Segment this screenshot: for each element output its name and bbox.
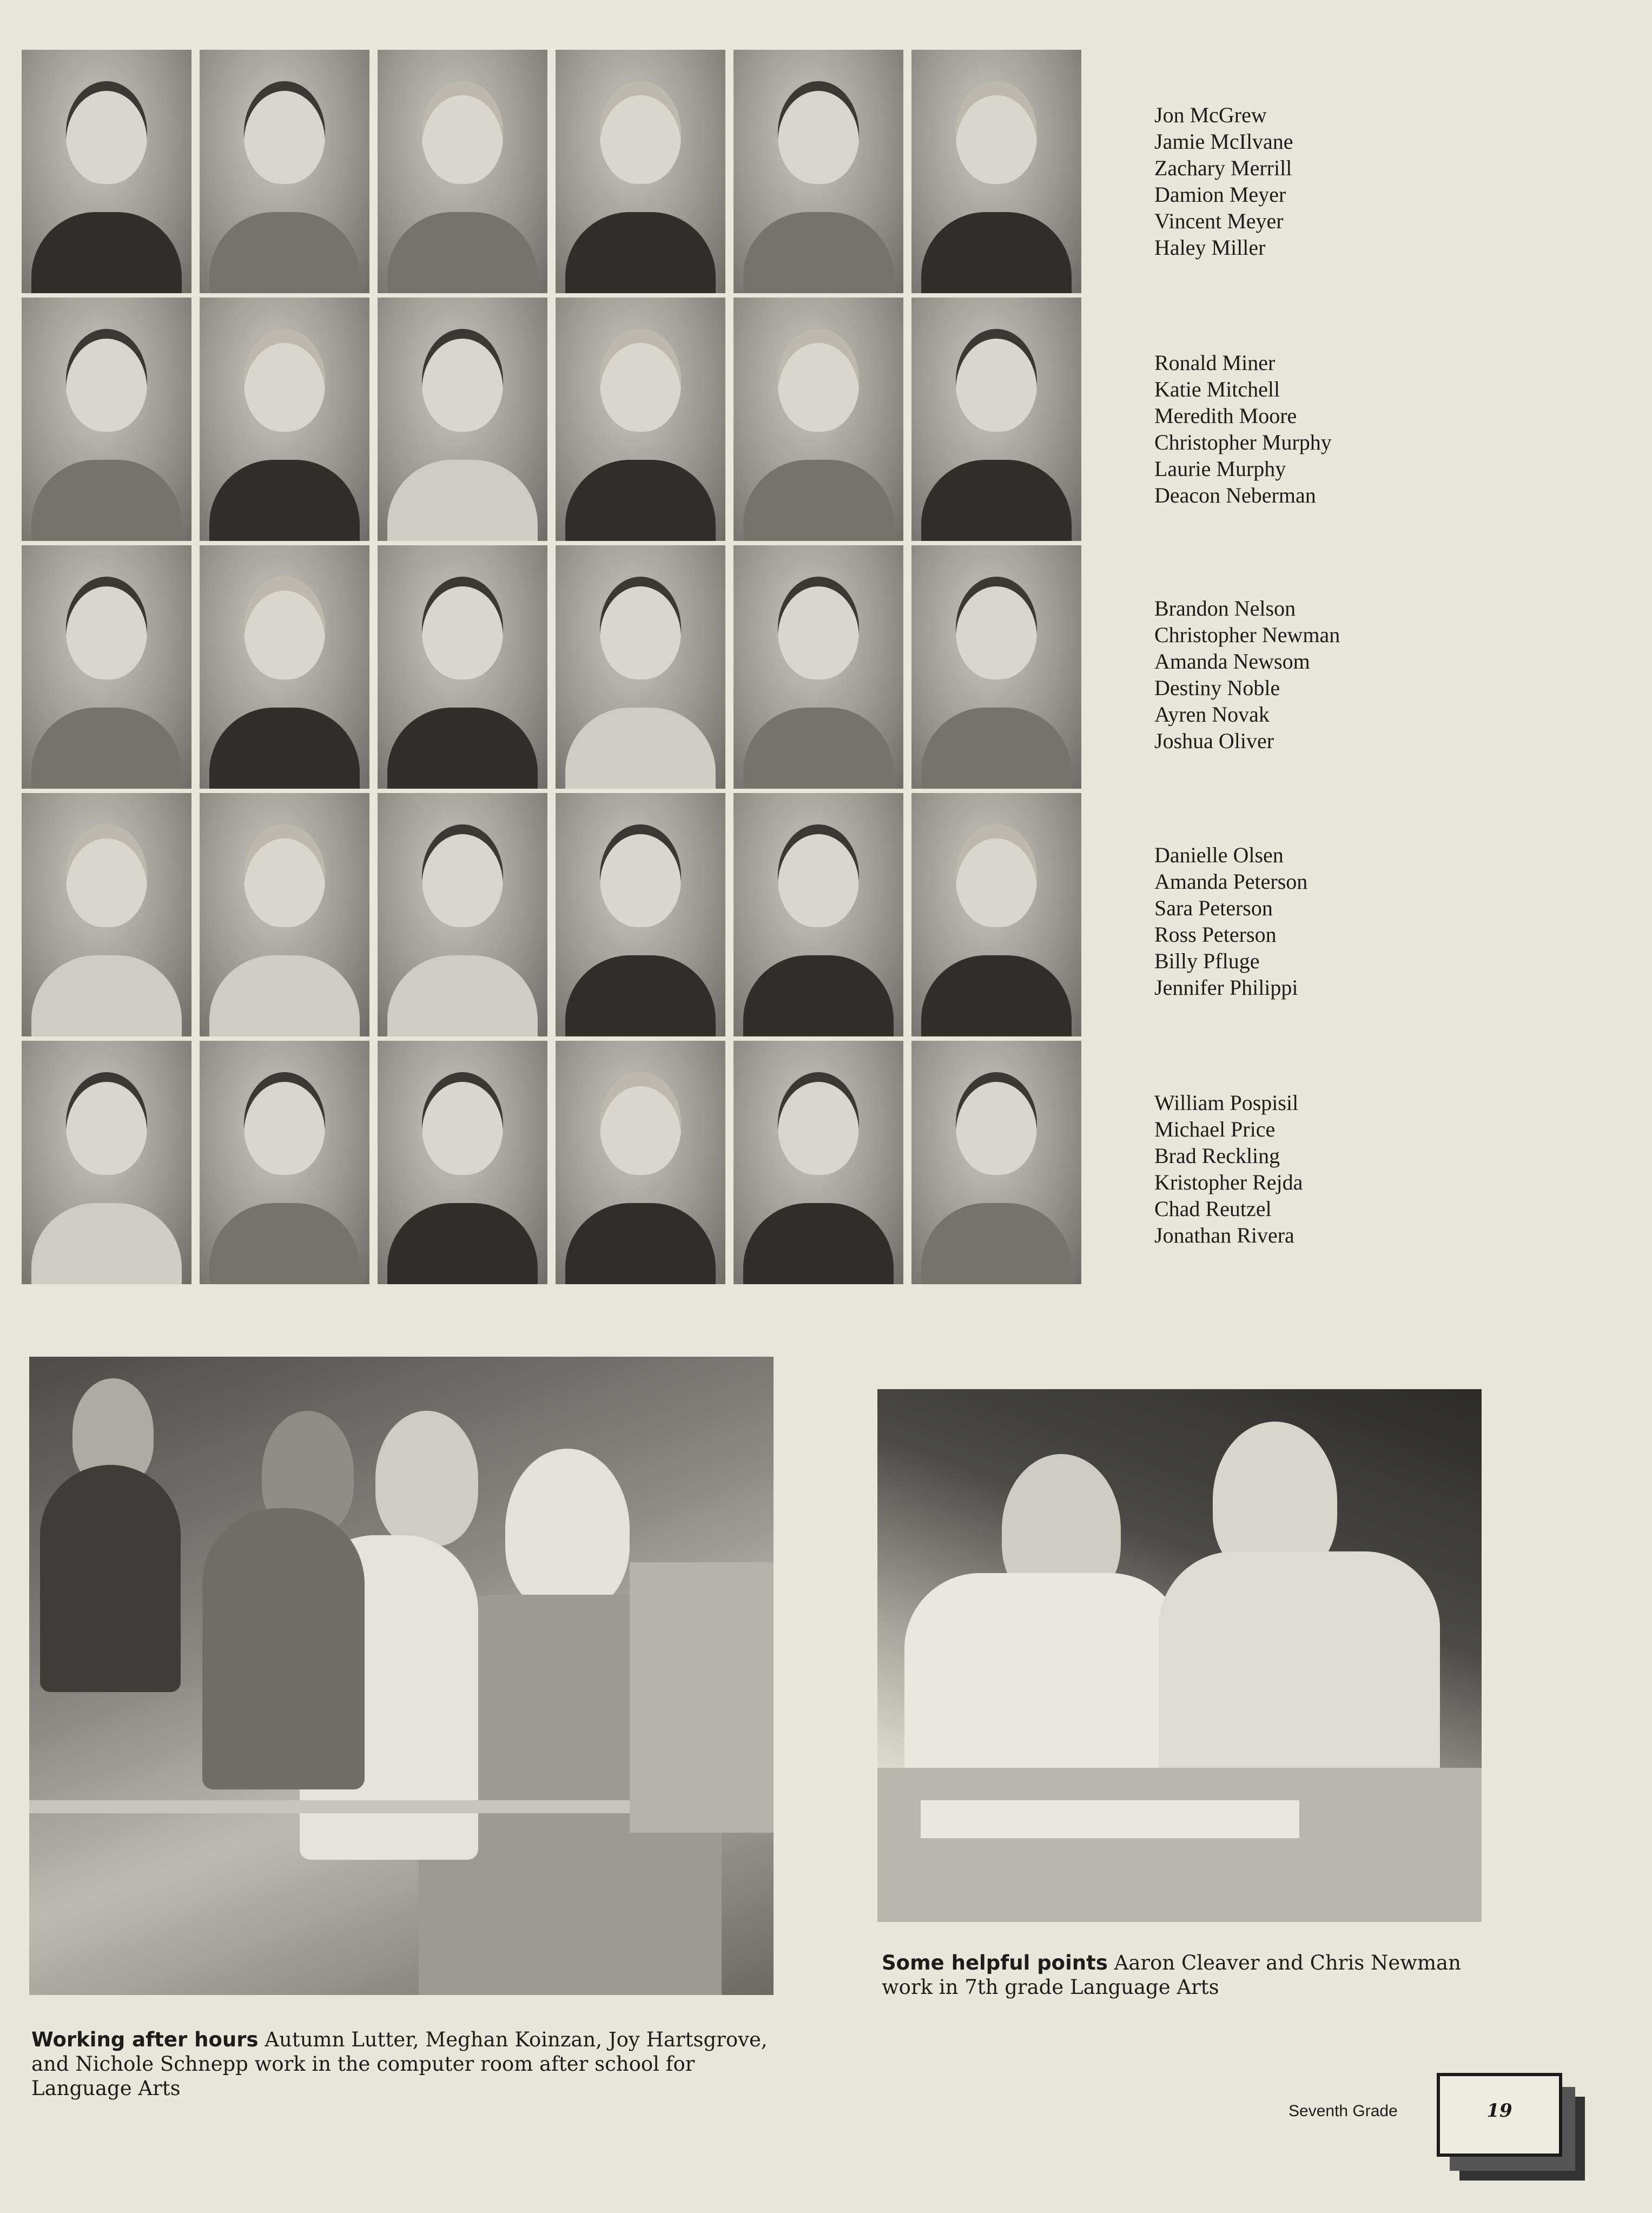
roster-names-row-4 <box>1154 842 1436 1001</box>
portrait-photo <box>734 545 903 789</box>
student-name: Vincent Meyer <box>1154 209 1284 233</box>
portrait-photo <box>378 298 547 541</box>
caption-text: Autumn Lutter, Meghan Koinzan, Joy Hartsgrove, and Nichole Schnepp work in the computer room after school for Language Arts <box>31 2028 768 2100</box>
portrait-photo <box>200 545 369 789</box>
student-name: Brad Reckling <box>1154 1144 1280 1168</box>
student-name: Ross Peterson <box>1154 922 1277 947</box>
student-name: Jon McGrew <box>1154 103 1267 127</box>
portrait-photo <box>734 793 903 1036</box>
student-name: Danielle Olsen <box>1154 843 1284 867</box>
student-name: Sara Peterson <box>1154 896 1273 920</box>
student-name: Chad Reutzel <box>1154 1197 1272 1221</box>
portrait-photo <box>200 793 369 1036</box>
student-name: Christopher Murphy <box>1154 430 1332 454</box>
portrait-photo <box>378 545 547 789</box>
roster-names-row-5 <box>1154 1089 1436 1248</box>
portrait-photo <box>22 1041 191 1284</box>
section-label: Seventh Grade <box>1288 2102 1398 2120</box>
portrait-photo <box>22 545 191 789</box>
student-name: Billy Pfluge <box>1154 949 1260 973</box>
student-name: Jamie McIlvane <box>1154 129 1293 154</box>
portrait-photo <box>378 50 547 293</box>
portrait-photo <box>911 298 1081 541</box>
photo-caption-1 <box>31 2027 778 2100</box>
student-name: Jennifer Philippi <box>1154 975 1298 1000</box>
student-name: Brandon Nelson <box>1154 596 1296 620</box>
candid-photo-language-arts <box>877 1389 1482 1922</box>
portrait-photo <box>556 1041 725 1284</box>
roster-names-row-1 <box>1154 102 1436 261</box>
photo-caption-2 <box>882 1951 1493 1999</box>
student-name: Katie Mitchell <box>1154 377 1280 401</box>
student-name: Jonathan Rivera <box>1154 1223 1294 1247</box>
portrait-photo <box>911 545 1081 789</box>
portrait-grid <box>22 50 1086 1285</box>
portrait-photo <box>556 793 725 1036</box>
portrait-photo <box>22 793 191 1036</box>
portrait-photo <box>200 50 369 293</box>
page-number: 19 <box>1486 2100 1512 2122</box>
student-name: Haley Miller <box>1154 235 1266 260</box>
student-name: Amanda Newsom <box>1154 649 1310 673</box>
student-name: Kristopher Rejda <box>1154 1170 1303 1194</box>
portrait-photo <box>911 50 1081 293</box>
portrait-photo <box>378 1041 547 1284</box>
portrait-photo <box>911 1041 1081 1284</box>
portrait-photo <box>200 1041 369 1284</box>
portrait-photo <box>378 793 547 1036</box>
portrait-photo <box>734 298 903 541</box>
student-name: Deacon Neberman <box>1154 483 1316 507</box>
caption-headline: Some helpful points <box>882 1951 1108 1974</box>
student-name: Ayren Novak <box>1154 702 1270 726</box>
student-name: Ronald Miner <box>1154 351 1276 375</box>
student-name: Amanda Peterson <box>1154 869 1308 894</box>
student-name: Damion Meyer <box>1154 182 1286 207</box>
portrait-photo <box>200 298 369 541</box>
roster-names-row-2 <box>1154 349 1436 508</box>
portrait-photo <box>556 545 725 789</box>
portrait-photo <box>911 793 1081 1036</box>
portrait-photo <box>556 50 725 293</box>
page-number-box <box>1437 2073 1562 2157</box>
portrait-photo <box>734 50 903 293</box>
student-name: Joshua Oliver <box>1154 729 1274 753</box>
student-name: Michael Price <box>1154 1117 1276 1141</box>
portrait-photo <box>556 298 725 541</box>
caption-text: Aaron Cleaver and Chris Newman work in 7th grade Language Arts <box>882 1951 1461 1999</box>
student-name: Zachary Merrill <box>1154 156 1292 180</box>
portrait-photo <box>22 50 191 293</box>
portrait-photo <box>22 298 191 541</box>
portrait-photo <box>734 1041 903 1284</box>
student-name: Laurie Murphy <box>1154 457 1286 481</box>
candid-photo-computer-room <box>29 1357 774 1995</box>
student-name: Christopher Newman <box>1154 623 1340 647</box>
student-name: William Pospisil <box>1154 1091 1299 1115</box>
roster-names-row-3 <box>1154 595 1436 754</box>
student-name: Meredith Moore <box>1154 404 1297 428</box>
caption-headline: Working after hours <box>31 2028 259 2051</box>
student-name: Destiny Noble <box>1154 676 1280 700</box>
